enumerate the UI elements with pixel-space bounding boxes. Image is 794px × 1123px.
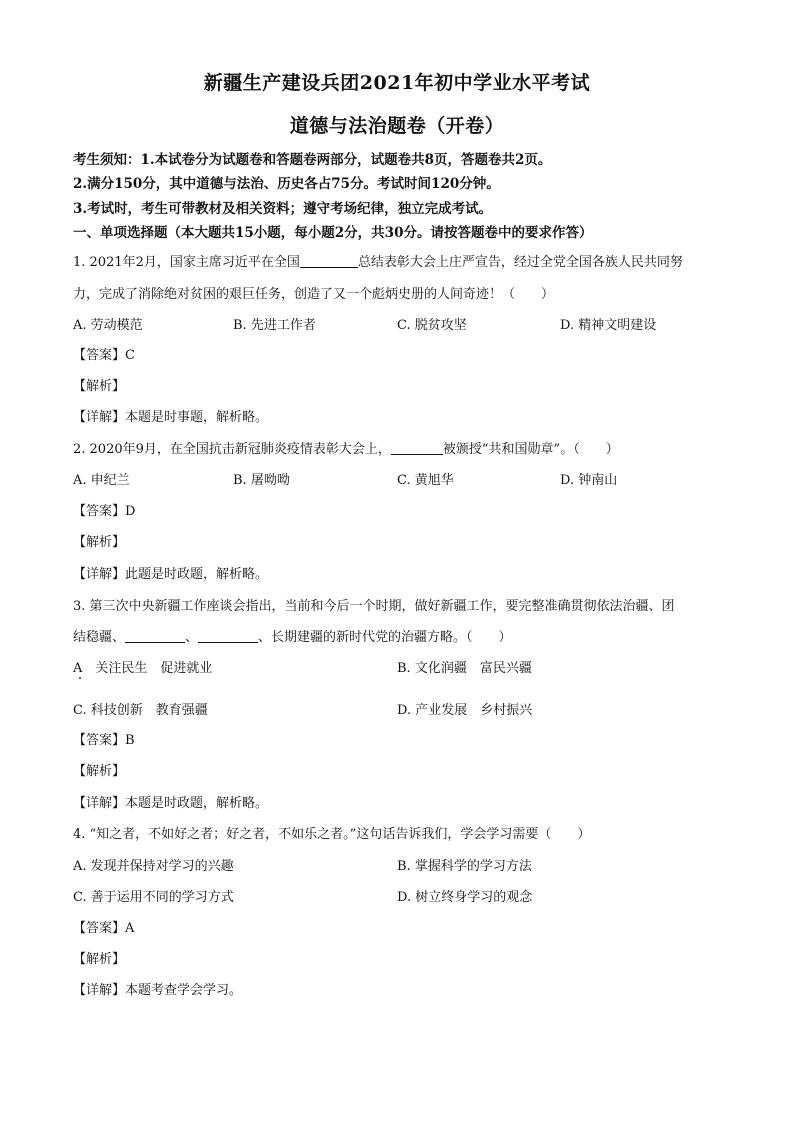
q1-option-a: A. 劳动模范 [73, 318, 143, 333]
q3-detail: 【详解】本题是时政题，解析略。 [73, 796, 269, 811]
q4-answer: 【答案】A [73, 921, 135, 936]
answer-blank [198, 628, 258, 643]
q2-analysis: 【解析】 [73, 535, 126, 550]
notice-line-1: 考生须知：1.本试卷分为试题卷和答题卷两部分，试题卷共8页，答题卷共2页。 [73, 152, 552, 168]
exam-subtitle: 道德与法治题卷（开卷） [289, 115, 505, 137]
q4-detail: 【详解】本题考查学会学习。 [73, 983, 243, 998]
q1-option-b: B. 先进工作者 [233, 318, 316, 333]
answer-blank [125, 628, 185, 643]
q3-option-c: C. 科技创新 教育强疆 [73, 703, 208, 718]
stray-dot [79, 677, 81, 679]
q4-option-a: A. 发现并保持对学习的兴趣 [73, 859, 234, 874]
q2-option-c: C. 黄旭华 [397, 473, 454, 488]
q2-detail: 【详解】此题是时政题，解析略。 [73, 567, 269, 582]
question-3-text-b3: 、长期建疆的新时代党的治疆方略。（ ） [258, 630, 512, 645]
q2-answer: 【答案】D [73, 504, 136, 519]
q4-analysis: 【解析】 [73, 952, 126, 967]
q2-option-b: B. 屠呦呦 [233, 473, 290, 488]
question-3-line-2 [73, 626, 512, 645]
question-2-text-a: 2. 2020年9月，在全国抗击新冠肺炎疫情表彰大会上， [73, 442, 391, 457]
q3-option-b: B. 文化润疆 富民兴疆 [397, 661, 532, 676]
q3-answer: 【答案】B [73, 733, 135, 748]
notice-line-2: 2.满分150分，其中道德与法治、历史各占75分。考试时间120分钟。 [73, 176, 500, 192]
q3-analysis: 【解析】 [73, 764, 126, 779]
exam-title: 新疆生产建设兵团2021年初中学业水平考试 [203, 72, 591, 94]
q2-option-a: A. 申纪兰 [73, 473, 130, 488]
notice-line-3: 3.考试时，考生可带教材及相关资料；遵守考场纪律，独立完成考试。 [73, 201, 493, 217]
question-4-line-1: 4. “知之者，不如好之者；好之者，不如乐之者。”这句话告诉我们，学会学习需要（ ） [73, 827, 591, 842]
question-3-text-b2: 、 [185, 630, 199, 645]
question-2-text-b: 被颁授“共和国勋章”。（ ） [442, 442, 619, 457]
question-1-text-a: 1. 2021年2月，国家主席习近平在全国 [73, 255, 300, 270]
question-2-line-1 [73, 438, 619, 457]
q1-answer: 【答案】C [73, 348, 135, 363]
answer-blank [391, 440, 443, 455]
question-3-line-1: 3. 第三次中央新疆工作座谈会指出，当前和今后一个时期，做好新疆工作，要完整准确贯彻依法治疆、团 [73, 599, 675, 614]
q2-option-d: D. 钟南山 [560, 473, 618, 488]
q4-option-b: B. 掌握科学的学习方法 [397, 859, 532, 874]
question-1-line-2: 力，完成了消除绝对贫困的艰巨任务，创造了又一个彪炳史册的人间奇迹！（ ） [73, 287, 555, 302]
question-3-text-b1: 结稳疆、 [73, 630, 126, 645]
q1-analysis: 【解析】 [73, 379, 126, 394]
q3-option-d: D. 产业发展 乡村振兴 [397, 703, 533, 718]
q1-option-c: C. 脱贫攻坚 [397, 318, 467, 333]
question-1-text-b: 总结表彰大会上庄严宣告，经过全党全国各族人民共同努 [357, 255, 683, 270]
q1-option-d: D. 精神文明建设 [560, 318, 657, 333]
answer-blank [300, 253, 358, 268]
section-heading: 一、单项选择题（本大题共15小题，每小题2分，共30分。请按答题卷中的要求作答） [73, 225, 593, 241]
question-1-line-1 [73, 251, 683, 270]
q3-option-a: A 关注民生 促进就业 [73, 661, 213, 676]
q1-detail: 【详解】本题是时事题，解析略。 [73, 410, 269, 425]
q4-option-d: D. 树立终身学习的观念 [397, 890, 533, 905]
q4-option-c: C. 善于运用不同的学习方式 [73, 890, 234, 905]
